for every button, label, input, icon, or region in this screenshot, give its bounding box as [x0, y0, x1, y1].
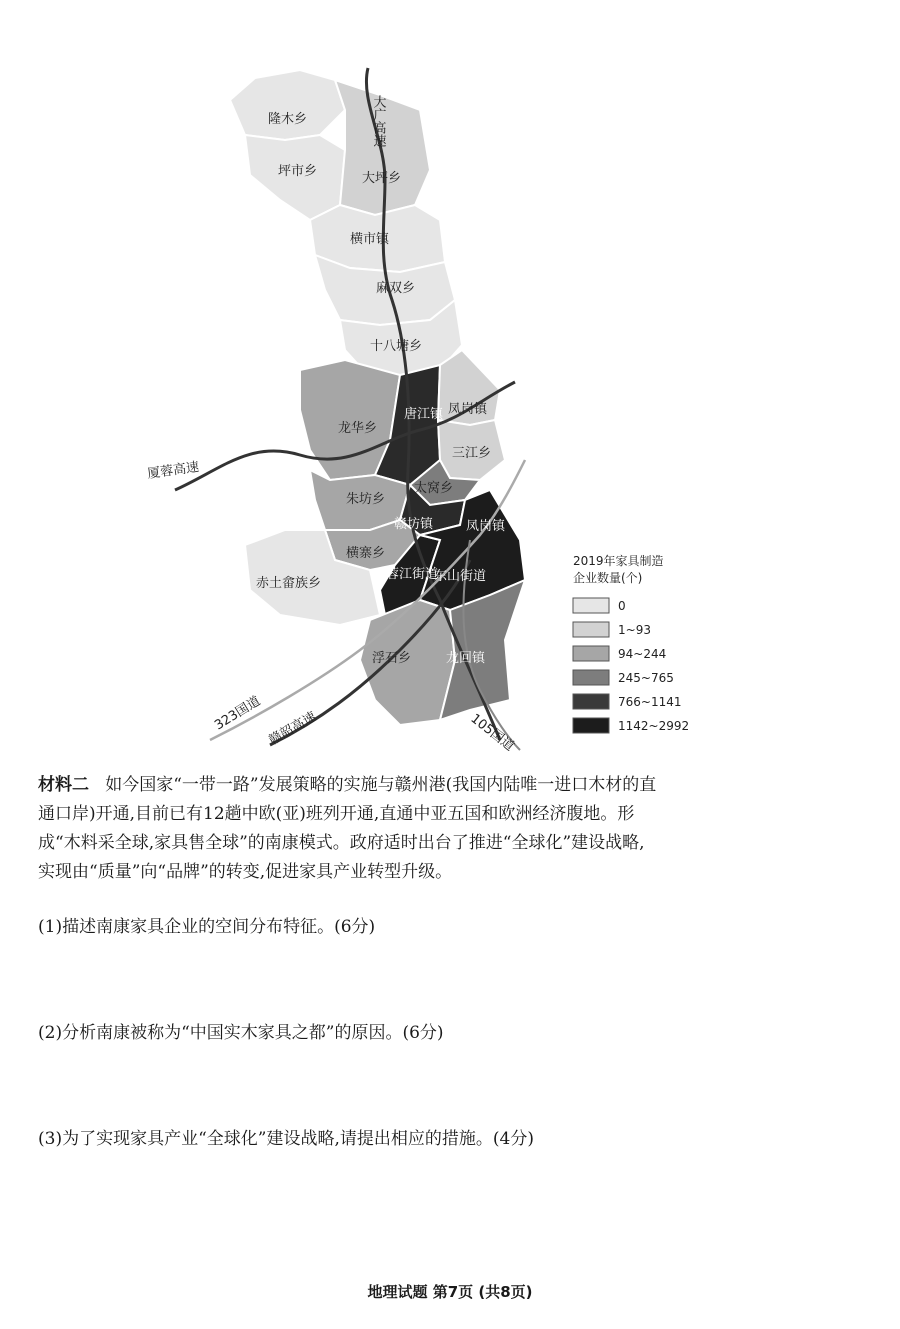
- legend-swatch: [573, 694, 609, 709]
- page-footer: 地理试题 第7页 (共8页): [367, 1283, 533, 1301]
- material-paragraph: [38, 771, 868, 887]
- material-lead: 材料二: [38, 775, 89, 795]
- material-line-2: 通口岸)开通,目前已有12趟中欧(亚)班列开通,直通中亚五国和欧洲经济腹地。形: [38, 804, 635, 824]
- label-mashuang: 麻双乡: [376, 281, 416, 296]
- label-fushi: 浮石乡: [372, 651, 412, 666]
- legend-swatch: [573, 670, 609, 685]
- material-line-1-text: 如今国家“一带一路”发展策略的实施与赣州港(我国内陆唯一进口木材的直: [105, 775, 657, 795]
- label-fengyan: 凤岗镇: [466, 519, 506, 534]
- legend-swatch: [573, 598, 609, 613]
- material-line-1: [38, 771, 868, 800]
- legend-label: 0: [618, 599, 626, 613]
- question-3: (3)为了实现家具产业“全球化”建设战略,请提出相应的措施。(4分): [38, 1129, 534, 1149]
- label-hengshi: 横市镇: [350, 232, 390, 247]
- legend-label: 245~765: [618, 671, 674, 685]
- label-ganfang: 赣坊镇: [394, 517, 434, 532]
- label-chitu: 赤土畲族乡: [256, 576, 322, 591]
- legend-swatch: [573, 622, 609, 637]
- material-line-4: 实现由“质量”向“品牌”的转变,促进家具产业转型升级。: [38, 862, 453, 882]
- label-pingshi: 坪市乡: [278, 164, 318, 179]
- legend-title-1: 2019年家具制造: [573, 554, 664, 568]
- legend-swatch: [573, 646, 609, 661]
- legend: [573, 553, 689, 733]
- label-zhufang: 朱坊乡: [346, 492, 386, 507]
- label-longhui: 龙回镇: [446, 651, 486, 666]
- material-line-3: 成“木料采全球,家具售全球”的南康模式。政府适时出台了推进“全球化”建设战略,: [38, 833, 645, 853]
- legend-label: 766~1141: [618, 695, 682, 709]
- question-2: (2)分析南康被称为“中国实木家具之都”的原因。(6分): [38, 1023, 444, 1043]
- legend-title-2: 企业数量(个): [573, 571, 643, 585]
- legend-label: 1142~2992: [618, 719, 690, 733]
- label-dongshan: 东山街道: [434, 569, 487, 584]
- label-daping: 大坪乡: [362, 171, 402, 186]
- label-xiarong: 厦蓉高速: [146, 459, 201, 482]
- label-taiwo: 太窝乡: [414, 481, 454, 496]
- legend-label: 94~244: [618, 647, 667, 661]
- label-rongjiang: 蓉江街道: [386, 567, 439, 582]
- label-daguang: 大广高速: [370, 95, 386, 147]
- label-sanjiang: 三江乡: [452, 446, 492, 461]
- label-longmu: 隆木乡: [268, 112, 308, 127]
- legend-swatch: [573, 718, 609, 733]
- label-hengzhai: 横寨乡: [346, 546, 386, 561]
- legend-label: 1~93: [618, 623, 651, 637]
- label-fenggang: 凤岗镇: [448, 402, 488, 417]
- label-longhua: 龙华乡: [338, 421, 378, 436]
- label-323: 323国道: [212, 693, 264, 734]
- label-105: 105国道: [467, 711, 517, 755]
- label-tangjiang: 唐江镇: [404, 407, 444, 422]
- region-longmu: [230, 70, 345, 140]
- question-1: (1)描述南康家具企业的空间分布特征。(6分): [38, 917, 376, 937]
- label-shibatang: 十八塘乡: [370, 339, 423, 354]
- label-ganshao: 赣韶高速: [266, 709, 320, 749]
